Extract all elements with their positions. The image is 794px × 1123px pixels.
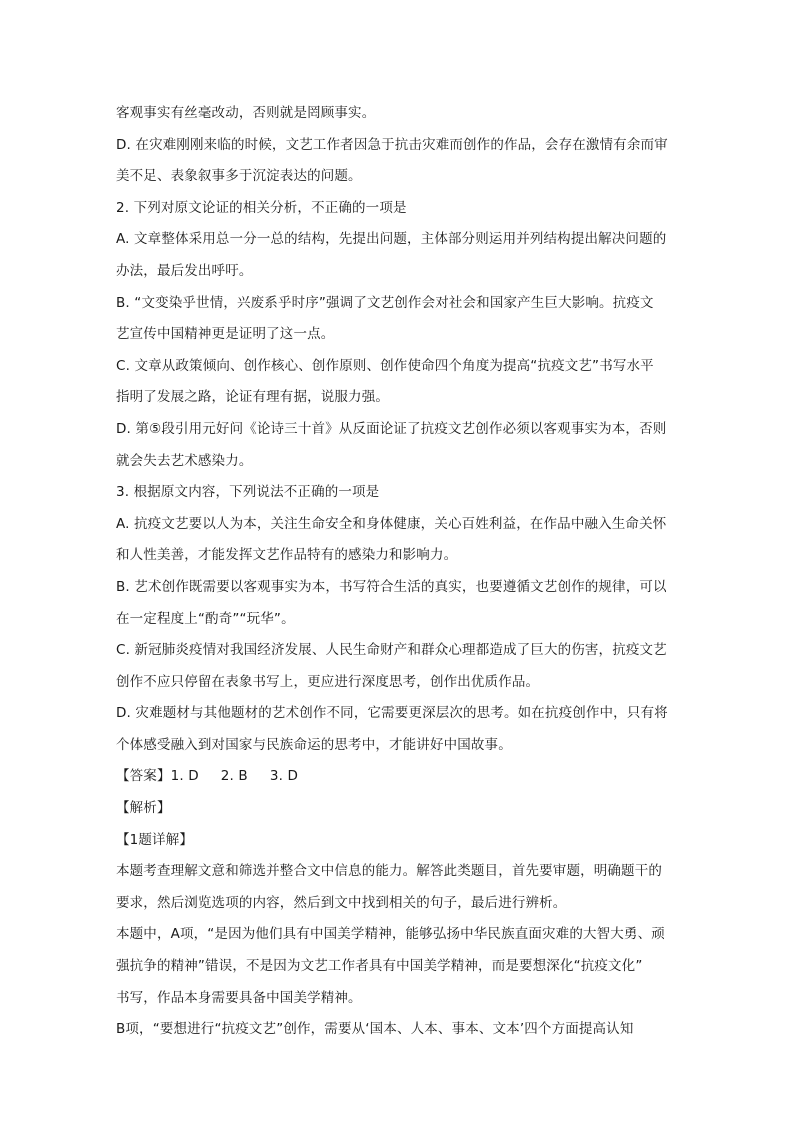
option-d-line: D. 在灾难刚刚来临的时候，文艺工作者因急于抗击灾难而创作的作品，会存在激情有余而审	[116, 136, 668, 153]
answer-label: 【答案】	[116, 768, 171, 785]
text-line: 个体感受融入到对国家与民族命运的思考中，才能讲好中国故事。	[116, 736, 512, 753]
detail-heading: 【1题详解】	[116, 831, 193, 848]
question-3: 3. 根据原文内容，下列说法不正确的一项是	[116, 484, 380, 501]
text-line: 办法，最后发出呼吁。	[116, 262, 253, 279]
text-line: 指明了发展之路，论证有理有据，说服力强。	[116, 389, 389, 406]
analysis-line: 本题考查理解文意和筛选并整合文中信息的能力。解答此类题目，首先要审题，明确题干的	[116, 863, 662, 880]
option-b-line: B. 艺术创作既需要以客观事实为本，书写符合生活的真实，也要遵循文艺创作的规律，可以	[116, 578, 667, 595]
option-a-line: A. 文章整体采用总一分一总的结构，先提出问题，主体部分则运用并列结构提出解决问题的	[116, 231, 667, 248]
text-line: 和人性美善，才能发挥文艺作品特有的感染力和影响力。	[116, 547, 458, 564]
analysis-line: 本题中，A项，“是因为他们具有中国美学精神，能够弘扬中华民族直面灾难的大智大勇、顽	[116, 926, 665, 943]
option-a-line: A. 抗疫文艺要以人为本，关注生命安全和身体健康，关心百姓利益，在作品中融入生命关怀	[116, 515, 667, 532]
answer-line	[116, 761, 684, 793]
question-2: 2. 下列对原文论证的相关分析，不正确的一项是	[116, 199, 407, 216]
option-c-line: C. 文章从政策倾向、创作核心、创作原则、创作使命四个角度为提高“抗疫文艺”书写水平	[116, 357, 654, 374]
analysis-line: 书写，作品本身需要具备中国美学精神。	[116, 989, 362, 1006]
text-line: 创作不应只停留在表象书写上，更应进行深度思考，创作出优质作品。	[116, 673, 540, 690]
analysis-line: B项，“要想进行“抗疫文艺”创作，需要从‘国本、人本、事本、文本’四个方面提高认知	[116, 1021, 634, 1038]
option-d-line: D. 灾难题材与其他题材的艺术创作不同，它需要更深层次的思考。如在抗疫创作中，只有将	[116, 705, 668, 722]
option-b-line: B. “文变染乎世情，兴废系乎时序”强调了文艺创作会对社会和国家产生巨大影响。抗疫文	[116, 294, 654, 311]
answer-item: 2. B	[220, 768, 248, 785]
option-d-line: D. 第⑤段引用元好问《论诗三十首》从反面论证了抗疫文艺创作必须以客观事实为本，否则	[116, 420, 667, 437]
text-line: 在一定程度上“酌奇”“玩华”。	[116, 610, 295, 627]
analysis-line: 强抗争的精神”错误，不是因为文艺工作者具有中国美学精神，而是要想深化“抗疫文化”	[116, 958, 643, 975]
answer-item: 1. D	[170, 768, 199, 785]
analysis-heading: 【解析】	[116, 800, 171, 817]
text-line: 艺宣传中国精神更是证明了这一点。	[116, 326, 335, 343]
analysis-line: 要求，然后浏览选项的内容，然后到文中找到相关的句子，最后进行辨析。	[116, 894, 567, 911]
text-line: 客观事实有丝毫改动，否则就是罔顾事实。	[116, 105, 376, 121]
text-line: 美不足、表象叙事多于沉淀表达的问题。	[116, 168, 362, 185]
text-line: 就会失去艺术感染力。	[116, 452, 253, 469]
option-c-line: C. 新冠肺炎疫情对我国经济发展、人民生命财产和群众心理都造成了巨大的伤害，抗疫文艺	[116, 642, 667, 659]
answer-item: 3. D	[269, 768, 298, 785]
